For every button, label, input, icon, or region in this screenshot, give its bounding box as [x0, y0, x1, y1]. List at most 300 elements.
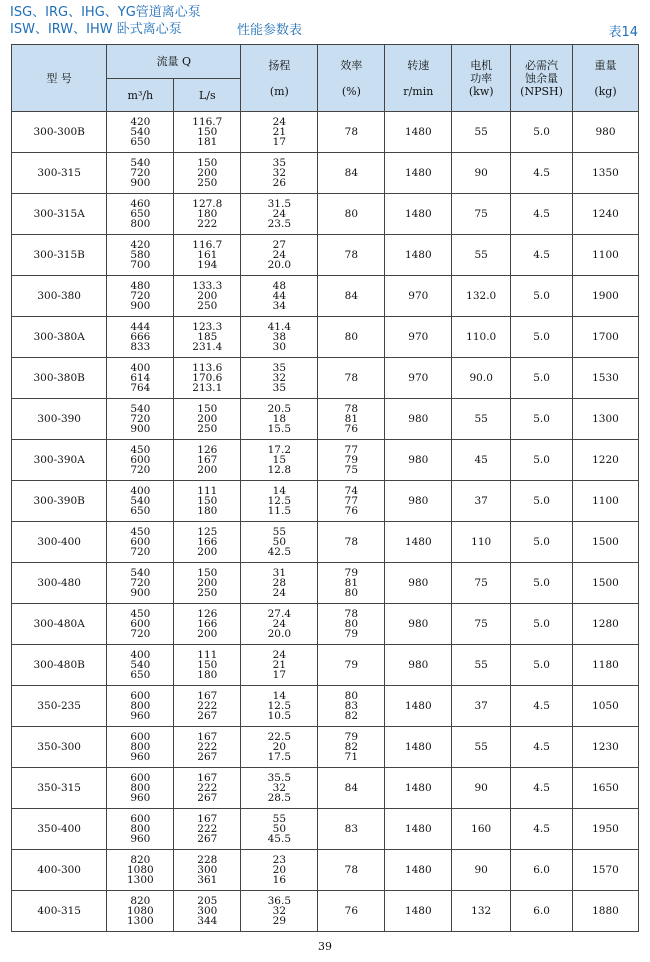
cell-flow-m3h-value: 540 — [130, 403, 151, 415]
cell-weight: 1050 — [572, 686, 638, 727]
cell-head-value: 34 — [272, 300, 287, 312]
cell-flow-m3h-value: 600 — [130, 690, 151, 702]
cell-npsh: 4.5 — [511, 153, 573, 194]
cell-flow-ls-value: 200 — [197, 546, 218, 558]
cell-head-value: 21 — [272, 659, 287, 671]
cell-flow-m3h — [107, 809, 174, 850]
cell-flow-ls-value: 361 — [197, 874, 218, 886]
cell-efficiency-value: 78 — [344, 403, 359, 415]
cell-flow-m3h-value: 800 — [130, 741, 151, 753]
cell-flow-ls-value: 150 — [197, 157, 218, 169]
cell-flow-m3h-value: 600 — [130, 731, 151, 743]
cell-head-value: 32 — [272, 905, 287, 917]
cell-flow-ls-value: 167 — [197, 454, 218, 466]
cell-efficiency-value: 80 — [344, 587, 359, 599]
cell-model: 300-480A — [12, 604, 107, 645]
cell-weight: 1950 — [572, 809, 638, 850]
cell-flow-m3h-value: 600 — [130, 536, 151, 548]
cell-npsh: 5.0 — [511, 645, 573, 686]
cell-power: 132 — [452, 891, 511, 932]
cell-efficiency-value: 80 — [344, 618, 359, 630]
header-speed-label: 转速 — [407, 58, 430, 72]
table-row — [12, 358, 639, 399]
cell-flow-ls-value: 116.7 — [192, 116, 223, 128]
cell-weight: 1100 — [572, 481, 638, 522]
cell-efficiency-value: 76 — [344, 423, 359, 435]
table-row — [12, 809, 639, 850]
cell-flow-m3h — [107, 112, 174, 153]
cell-weight: 1530 — [572, 358, 638, 399]
cell-flow-ls — [174, 235, 241, 276]
cell-flow-m3h-value: 960 — [130, 751, 151, 763]
cell-weight: 980 — [572, 112, 638, 153]
cell-flow-m3h-value: 820 — [130, 895, 151, 907]
header-speed-unit: r/min — [403, 84, 434, 98]
cell-speed: 1480 — [385, 235, 452, 276]
cell-flow-m3h-value: 960 — [130, 710, 151, 722]
cell-flow-m3h-value: 900 — [130, 587, 151, 599]
cell-efficiency-value: 79 — [344, 567, 359, 579]
table-row — [12, 194, 639, 235]
cell-flow-ls — [174, 768, 241, 809]
cell-head-value: 23.5 — [267, 218, 292, 230]
cell-head-value: 28 — [272, 577, 287, 589]
cell-efficiency — [318, 850, 385, 891]
cell-power: 110.0 — [452, 317, 511, 358]
cell-speed: 980 — [385, 604, 452, 645]
cell-flow-m3h-value: 580 — [130, 249, 151, 261]
cell-flow-ls — [174, 399, 241, 440]
cell-flow-ls-value: 170.6 — [192, 372, 223, 384]
cell-flow-m3h-value: 400 — [130, 362, 151, 374]
cell-flow-ls-value: 344 — [197, 915, 218, 927]
table-row — [12, 317, 639, 358]
cell-flow-ls-value: 166 — [197, 536, 218, 548]
cell-power: 160 — [452, 809, 511, 850]
cell-efficiency-value: 83 — [344, 700, 359, 712]
cell-efficiency — [318, 153, 385, 194]
cell-flow-ls-value: 205 — [197, 895, 218, 907]
cell-flow-m3h-value: 650 — [130, 505, 151, 517]
cell-weight: 1240 — [572, 194, 638, 235]
cell-model: 300-380A — [12, 317, 107, 358]
cell-flow-m3h-value: 460 — [130, 198, 151, 210]
cell-weight: 1300 — [572, 399, 638, 440]
cell-speed: 1480 — [385, 727, 452, 768]
cell-head-value: 41.4 — [267, 321, 292, 333]
cell-npsh: 4.5 — [511, 235, 573, 276]
cell-head-value: 12.5 — [267, 700, 292, 712]
cell-flow-ls-value: 222 — [197, 741, 218, 753]
cell-head-value: 24 — [272, 649, 287, 661]
cell-head — [241, 358, 318, 399]
cell-efficiency-value: 71 — [344, 751, 359, 763]
cell-efficiency — [318, 317, 385, 358]
cell-flow-m3h — [107, 604, 174, 645]
cell-flow-ls — [174, 809, 241, 850]
cell-head-value: 48 — [272, 280, 287, 292]
cell-flow-ls-value: 200 — [197, 290, 218, 302]
cell-efficiency-value: 77 — [344, 495, 359, 507]
table-title: 性能参数表 — [237, 23, 303, 38]
cell-head-value: 29 — [272, 915, 287, 927]
cell-head-value: 15.5 — [267, 423, 292, 435]
cell-power: 90 — [452, 768, 511, 809]
cell-flow-m3h-value: 720 — [130, 628, 151, 640]
cell-head-value: 31 — [272, 567, 287, 579]
cell-flow-ls-value: 133.3 — [192, 280, 223, 292]
cell-flow-m3h-value: 900 — [130, 423, 151, 435]
cell-flow-m3h — [107, 153, 174, 194]
cell-flow-m3h — [107, 235, 174, 276]
cell-head-value: 38 — [272, 331, 287, 343]
cell-flow-ls-value: 150 — [197, 403, 218, 415]
cell-flow-m3h — [107, 686, 174, 727]
cell-head-value: 17 — [272, 669, 287, 681]
cell-head-value: 35.5 — [267, 772, 292, 784]
cell-head — [241, 481, 318, 522]
cell-flow-m3h — [107, 440, 174, 481]
cell-npsh: 5.0 — [511, 358, 573, 399]
cell-flow-ls-value: 150 — [197, 126, 218, 138]
cell-npsh: 4.5 — [511, 686, 573, 727]
cell-flow-ls-value: 167 — [197, 731, 218, 743]
cell-flow-ls-value: 267 — [197, 833, 218, 845]
cell-head-value: 35 — [272, 382, 287, 394]
cell-power: 37 — [452, 481, 511, 522]
header-head — [241, 45, 318, 112]
cell-efficiency-value: 80 — [344, 208, 359, 220]
cell-flow-ls-value: 116.7 — [192, 239, 223, 251]
cell-flow-ls-value: 180 — [197, 505, 218, 517]
cell-flow-m3h — [107, 522, 174, 563]
cell-head — [241, 399, 318, 440]
cell-npsh: 6.0 — [511, 850, 573, 891]
cell-npsh: 5.0 — [511, 563, 573, 604]
cell-npsh: 4.5 — [511, 768, 573, 809]
cell-head — [241, 768, 318, 809]
cell-efficiency-value: 77 — [344, 444, 359, 456]
cell-head — [241, 891, 318, 932]
cell-head-value: 24 — [272, 116, 287, 128]
cell-power: 55 — [452, 112, 511, 153]
cell-head-value: 50 — [272, 536, 287, 548]
cell-flow-m3h-value: 420 — [130, 116, 151, 128]
cell-flow-ls-value: 200 — [197, 464, 218, 476]
cell-efficiency-value: 84 — [344, 167, 359, 179]
cell-npsh: 4.5 — [511, 194, 573, 235]
page-title-line1: ISG、IRG、IHG、YG管道离心泵 — [10, 5, 201, 20]
header-power-l2: 功率 — [470, 71, 493, 85]
cell-efficiency — [318, 481, 385, 522]
table-row — [12, 399, 639, 440]
cell-speed: 980 — [385, 563, 452, 604]
cell-head-value: 30 — [272, 341, 287, 353]
header-flow-ls: L/s — [174, 79, 241, 112]
cell-head — [241, 235, 318, 276]
cell-flow-m3h — [107, 768, 174, 809]
cell-efficiency-value: 79 — [344, 659, 359, 671]
table-row — [12, 850, 639, 891]
cell-speed: 1480 — [385, 891, 452, 932]
cell-flow-ls — [174, 276, 241, 317]
cell-head-value: 31.5 — [267, 198, 292, 210]
cell-flow-ls-value: 166 — [197, 618, 218, 630]
cell-flow-m3h-value: 666 — [130, 331, 151, 343]
cell-flow-ls-value: 111 — [197, 649, 218, 661]
cell-model: 300-480 — [12, 563, 107, 604]
cell-flow-m3h-value: 1080 — [126, 905, 154, 917]
table-row — [12, 112, 639, 153]
cell-npsh: 4.5 — [511, 809, 573, 850]
cell-flow-ls-value: 200 — [197, 628, 218, 640]
cell-model: 300-315 — [12, 153, 107, 194]
cell-efficiency-value: 82 — [344, 741, 359, 753]
cell-power: 55 — [452, 399, 511, 440]
cell-power: 90 — [452, 153, 511, 194]
cell-flow-ls-value: 200 — [197, 413, 218, 425]
cell-head — [241, 645, 318, 686]
cell-flow-m3h — [107, 563, 174, 604]
cell-head — [241, 686, 318, 727]
cell-flow-m3h-value: 800 — [130, 823, 151, 835]
cell-flow-m3h-value: 400 — [130, 649, 151, 661]
cell-weight: 1220 — [572, 440, 638, 481]
cell-flow-m3h-value: 960 — [130, 833, 151, 845]
cell-efficiency — [318, 522, 385, 563]
table-row — [12, 891, 639, 932]
cell-flow-m3h-value: 540 — [130, 126, 151, 138]
cell-power: 110 — [452, 522, 511, 563]
table-row — [12, 522, 639, 563]
header-npsh — [511, 45, 573, 112]
cell-flow-m3h — [107, 727, 174, 768]
cell-flow-ls-value: 167 — [197, 772, 218, 784]
cell-flow-ls-value: 200 — [197, 577, 218, 589]
cell-efficiency-value: 78 — [344, 536, 359, 548]
header-weight-unit: (kg) — [594, 84, 617, 98]
cell-head-value: 24 — [272, 587, 287, 599]
cell-weight: 1700 — [572, 317, 638, 358]
cell-flow-ls — [174, 153, 241, 194]
cell-efficiency — [318, 440, 385, 481]
table-row — [12, 563, 639, 604]
cell-speed: 980 — [385, 399, 452, 440]
cell-speed: 1480 — [385, 809, 452, 850]
cell-npsh: 5.0 — [511, 604, 573, 645]
table-row — [12, 727, 639, 768]
header-npsh-l2: 蚀余量 — [525, 71, 559, 85]
table-row — [12, 645, 639, 686]
cell-efficiency-value: 83 — [344, 823, 359, 835]
table-body — [12, 112, 639, 932]
cell-flow-ls-value: 180 — [197, 669, 218, 681]
cell-weight: 1900 — [572, 276, 638, 317]
cell-efficiency — [318, 809, 385, 850]
cell-flow-ls — [174, 317, 241, 358]
table-row — [12, 276, 639, 317]
cell-head-value: 20.5 — [267, 403, 292, 415]
cell-flow-m3h — [107, 399, 174, 440]
cell-power: 55 — [452, 235, 511, 276]
cell-flow-ls-value: 250 — [197, 423, 218, 435]
cell-flow-ls-value: 250 — [197, 177, 218, 189]
cell-flow-m3h-value: 540 — [130, 567, 151, 579]
cell-efficiency-value: 81 — [344, 577, 359, 589]
cell-flow-m3h-value: 600 — [130, 772, 151, 784]
cell-head-value: 11.5 — [267, 505, 292, 517]
cell-weight: 1880 — [572, 891, 638, 932]
cell-flow-m3h-value: 540 — [130, 157, 151, 169]
header-flow-m3h: m³/h — [107, 79, 174, 112]
cell-flow-ls-value: 167 — [197, 690, 218, 702]
cell-head-value: 42.5 — [267, 546, 292, 558]
table-row — [12, 481, 639, 522]
cell-efficiency-value: 79 — [344, 454, 359, 466]
header-efficiency — [318, 45, 385, 112]
cell-flow-m3h-value: 650 — [130, 208, 151, 220]
cell-flow-m3h-value: 420 — [130, 239, 151, 251]
cell-head — [241, 317, 318, 358]
cell-flow-ls-value: 161 — [197, 249, 218, 261]
cell-flow-m3h — [107, 891, 174, 932]
cell-model: 300-480B — [12, 645, 107, 686]
cell-flow-m3h-value: 540 — [130, 659, 151, 671]
cell-efficiency-value: 76 — [344, 505, 359, 517]
cell-power: 132.0 — [452, 276, 511, 317]
cell-efficiency-value: 80 — [344, 690, 359, 702]
cell-speed: 970 — [385, 358, 452, 399]
cell-flow-m3h-value: 833 — [130, 341, 151, 353]
header-model: 型 号 — [12, 45, 107, 112]
cell-power: 90 — [452, 850, 511, 891]
cell-efficiency — [318, 563, 385, 604]
cell-head-value: 24 — [272, 618, 287, 630]
cell-efficiency — [318, 399, 385, 440]
cell-flow-ls-value: 126 — [197, 608, 218, 620]
cell-speed: 980 — [385, 440, 452, 481]
cell-head-value: 23 — [272, 854, 287, 866]
cell-npsh: 5.0 — [511, 317, 573, 358]
cell-flow-m3h — [107, 645, 174, 686]
cell-flow-m3h-value: 614 — [130, 372, 151, 384]
cell-model: 300-380B — [12, 358, 107, 399]
cell-flow-m3h-value: 1080 — [126, 864, 154, 876]
cell-efficiency-value: 82 — [344, 710, 359, 722]
cell-model: 300-390B — [12, 481, 107, 522]
cell-head — [241, 563, 318, 604]
cell-model: 300-315B — [12, 235, 107, 276]
cell-efficiency-value: 78 — [344, 864, 359, 876]
cell-flow-ls — [174, 645, 241, 686]
table-row — [12, 153, 639, 194]
cell-flow-ls-value: 213.1 — [192, 382, 223, 394]
cell-efficiency-value: 78 — [344, 249, 359, 261]
cell-head-value: 20.0 — [267, 628, 292, 640]
cell-flow-m3h-value: 480 — [130, 280, 151, 292]
cell-head-value: 20 — [272, 864, 287, 876]
cell-flow-m3h-value: 444 — [130, 321, 151, 333]
cell-flow-m3h-value: 720 — [130, 167, 151, 179]
cell-head-value: 20.0 — [267, 259, 292, 271]
cell-head-value: 14 — [272, 690, 287, 702]
cell-flow-m3h-value: 1300 — [126, 874, 154, 886]
performance-table — [11, 44, 639, 932]
cell-efficiency — [318, 891, 385, 932]
cell-npsh: 5.0 — [511, 112, 573, 153]
cell-speed: 1480 — [385, 522, 452, 563]
cell-flow-m3h-value: 540 — [130, 495, 151, 507]
cell-head-value: 27 — [272, 239, 287, 251]
cell-flow-m3h — [107, 317, 174, 358]
cell-efficiency-value: 80 — [344, 331, 359, 343]
header-power-l3: (kw) — [468, 84, 494, 98]
table-number: 表14 — [608, 25, 638, 40]
cell-weight: 1100 — [572, 235, 638, 276]
cell-efficiency-value: 75 — [344, 464, 359, 476]
cell-head-value: 12.5 — [267, 495, 292, 507]
cell-head-value: 20 — [272, 741, 287, 753]
cell-model: 300-400 — [12, 522, 107, 563]
cell-head-value: 17 — [272, 136, 287, 148]
cell-npsh: 6.0 — [511, 891, 573, 932]
cell-efficiency-value: 79 — [344, 628, 359, 640]
cell-speed: 1480 — [385, 112, 452, 153]
cell-flow-ls-value: 123.3 — [192, 321, 223, 333]
cell-flow-ls — [174, 358, 241, 399]
cell-efficiency-value: 78 — [344, 608, 359, 620]
cell-npsh: 5.0 — [511, 522, 573, 563]
cell-flow-m3h-value: 1300 — [126, 915, 154, 927]
cell-speed: 1480 — [385, 850, 452, 891]
cell-head — [241, 850, 318, 891]
cell-efficiency — [318, 276, 385, 317]
cell-efficiency-value: 74 — [344, 485, 359, 497]
cell-head-value: 17.2 — [267, 444, 292, 456]
cell-weight: 1180 — [572, 645, 638, 686]
cell-flow-ls-value: 150 — [197, 659, 218, 671]
header-weight-label: 重量 — [594, 58, 617, 72]
cell-efficiency — [318, 604, 385, 645]
cell-head-value: 21 — [272, 126, 287, 138]
cell-flow-m3h-value: 650 — [130, 136, 151, 148]
cell-speed: 970 — [385, 276, 452, 317]
cell-efficiency — [318, 686, 385, 727]
cell-weight: 1350 — [572, 153, 638, 194]
cell-flow-m3h-value: 600 — [130, 618, 151, 630]
cell-head-value: 16 — [272, 874, 287, 886]
header-npsh-l3: (NPSH) — [520, 84, 563, 98]
cell-flow-m3h-value: 650 — [130, 669, 151, 681]
cell-model: 300-390 — [12, 399, 107, 440]
cell-head — [241, 194, 318, 235]
cell-power: 55 — [452, 727, 511, 768]
cell-npsh: 5.0 — [511, 399, 573, 440]
cell-flow-ls — [174, 194, 241, 235]
cell-flow-ls-value: 228 — [197, 854, 218, 866]
cell-power: 55 — [452, 645, 511, 686]
cell-flow-ls-value: 167 — [197, 813, 218, 825]
cell-efficiency-value: 84 — [344, 290, 359, 302]
cell-flow-m3h-value: 720 — [130, 464, 151, 476]
cell-flow-ls-value: 300 — [197, 864, 218, 876]
cell-model: 300-390A — [12, 440, 107, 481]
cell-head — [241, 727, 318, 768]
cell-flow-ls-value: 125 — [197, 526, 218, 538]
cell-efficiency — [318, 235, 385, 276]
cell-model: 300-315A — [12, 194, 107, 235]
cell-flow-m3h-value: 960 — [130, 792, 151, 804]
